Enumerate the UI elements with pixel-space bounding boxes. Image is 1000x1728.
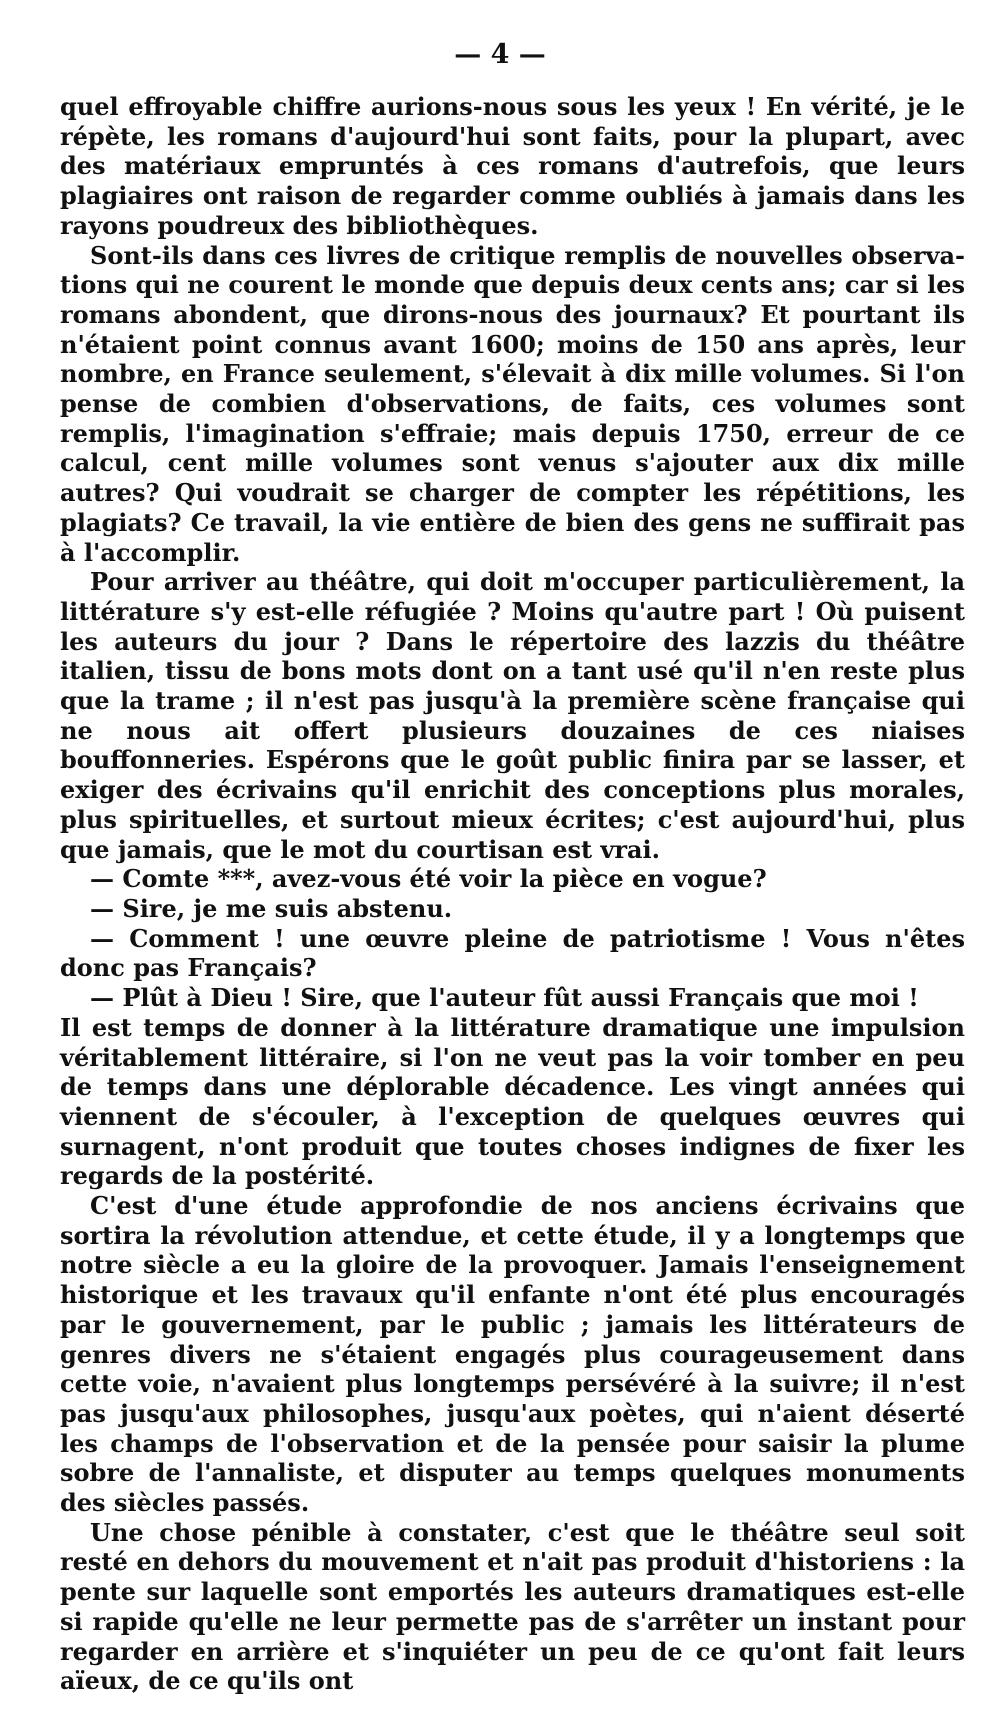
dialogue-line: — Comte ***, avez-vous été voir la pièce en vogue? bbox=[90, 864, 767, 894]
dialogue-line: — Sire, je me suis abstenu. bbox=[90, 893, 453, 923]
dialogue-line: — Plût à Dieu ! Sire, que l'auteur fût aussi Français que moi ! bbox=[90, 983, 919, 1013]
paragraph-decadence: Il est temps de donner à la littérature dramatique une impulsion véritablement littéraire, si l'on ne veut pas la voir tomber en peu de temps dans une déplorable décadence. Les vingt années qui viennent de s'écouler, à l'exception de quelques œuvres qui surnagent, n'ont produit que toutes choses indignes de fixer les regards de la postérité. bbox=[60, 1012, 965, 1191]
page-body bbox=[60, 92, 965, 1696]
paragraph-historiens: Une chose pénible à constater, c'est que le théâtre seul soit resté en dehors du mouvement et n'ait pas produit d'historiens : la pente sur laquelle sont emportés les auteurs dramatiques est-elle si rapide qu'elle ne leur permette pas de s'arrêter un instant pour regarder en arrière et s'inquiéter un peu de ce qu'ont fait leurs aïeux, de ce qu'ils ont bbox=[60, 1517, 965, 1696]
paragraph-theatre: Pour arriver au théâtre, qui doit m'occuper particulièrement, la littérature s'y est-elle réfugiée ? Moins qu'autre part ! Où puisent les auteurs du jour ? Dans le répertoire des lazzis du théâtre italien, tissu de bons mots dont on a tant usé qu'il n'en reste plus que la trame ; il n'est pas jusqu'à la première scène française qui ne nous ait offert plusieurs douzaines de ces niaises bouffonneries. Espérons que le goût public finira par se lasser, et exiger des écrivains qu'il enrichit des conceptions plus morales, plus spirituelles, et surtout mieux écrites; c'est aujourd'hui, plus que jamais, que le mot du courtisan est vrai. bbox=[60, 567, 965, 864]
paragraph-etude: C'est d'une étude approfondie de nos anciens écrivains que sortira la révolution attendue, et cette étude, il y a longtemps que notre siècle a eu la gloire de la provoquer. Jamais l'enseignement historique et les travaux qu'il enfante n'ont été plus encouragés par le gouvernement, par le public ; jamais les littérateurs de genres divers ne s'étaient engagés plus courageusement dans cette voie, n'avaient plus longtemps persévéré à la suivre; il n'est pas jusqu'aux philosophes, jusqu'aux poètes, qui n'aient déserté les champs de l'observation et de la pensée pour saisir la plume sobre de l'annaliste, et disputer au temps quelques monuments des siècles passés. bbox=[60, 1191, 965, 1518]
dialogue-line: — Comment ! une œuvre pleine de patriotisme ! Vous n'êtes donc pas Français? bbox=[60, 923, 965, 983]
paragraph-critique: Sont-ils dans ces livres de critique remplis de nouvelles observations qui ne courent le monde que depuis deux cents ans; car si les romans abondent, que dirons-nous des journaux? Et pourtant ils n'étaient point connus avant 1600; moins de 150 ans après, leur nombre, en France seulement, s'élevait à dix mille volumes. Si l'on pense de combien d'observations, de faits, ces volumes sont remplis, l'imagination s'effraie; mais depuis 1750, erreur de ce calcul, cent mille volumes sont venus s'ajouter aux dix mille autres? Qui voudrait se charger de compter les répétitions, les plagiats? Ce travail, la vie entière de bien des gens ne suffirait pas à l'accomplir. bbox=[60, 240, 965, 567]
page-number: — 4 — bbox=[454, 39, 546, 70]
paragraph-continuation: quel effroyable chiffre aurions-nous sous les yeux ! En vérité, je le répète, les romans d'aujourd'hui sont faits, pour la plupart, avec des matériaux empruntés à ces romans d'autrefois, que leurs plagiaires ont raison de regarder comme oubliés à jamais dans les rayons poudreux des bibliothèques. bbox=[60, 92, 965, 240]
